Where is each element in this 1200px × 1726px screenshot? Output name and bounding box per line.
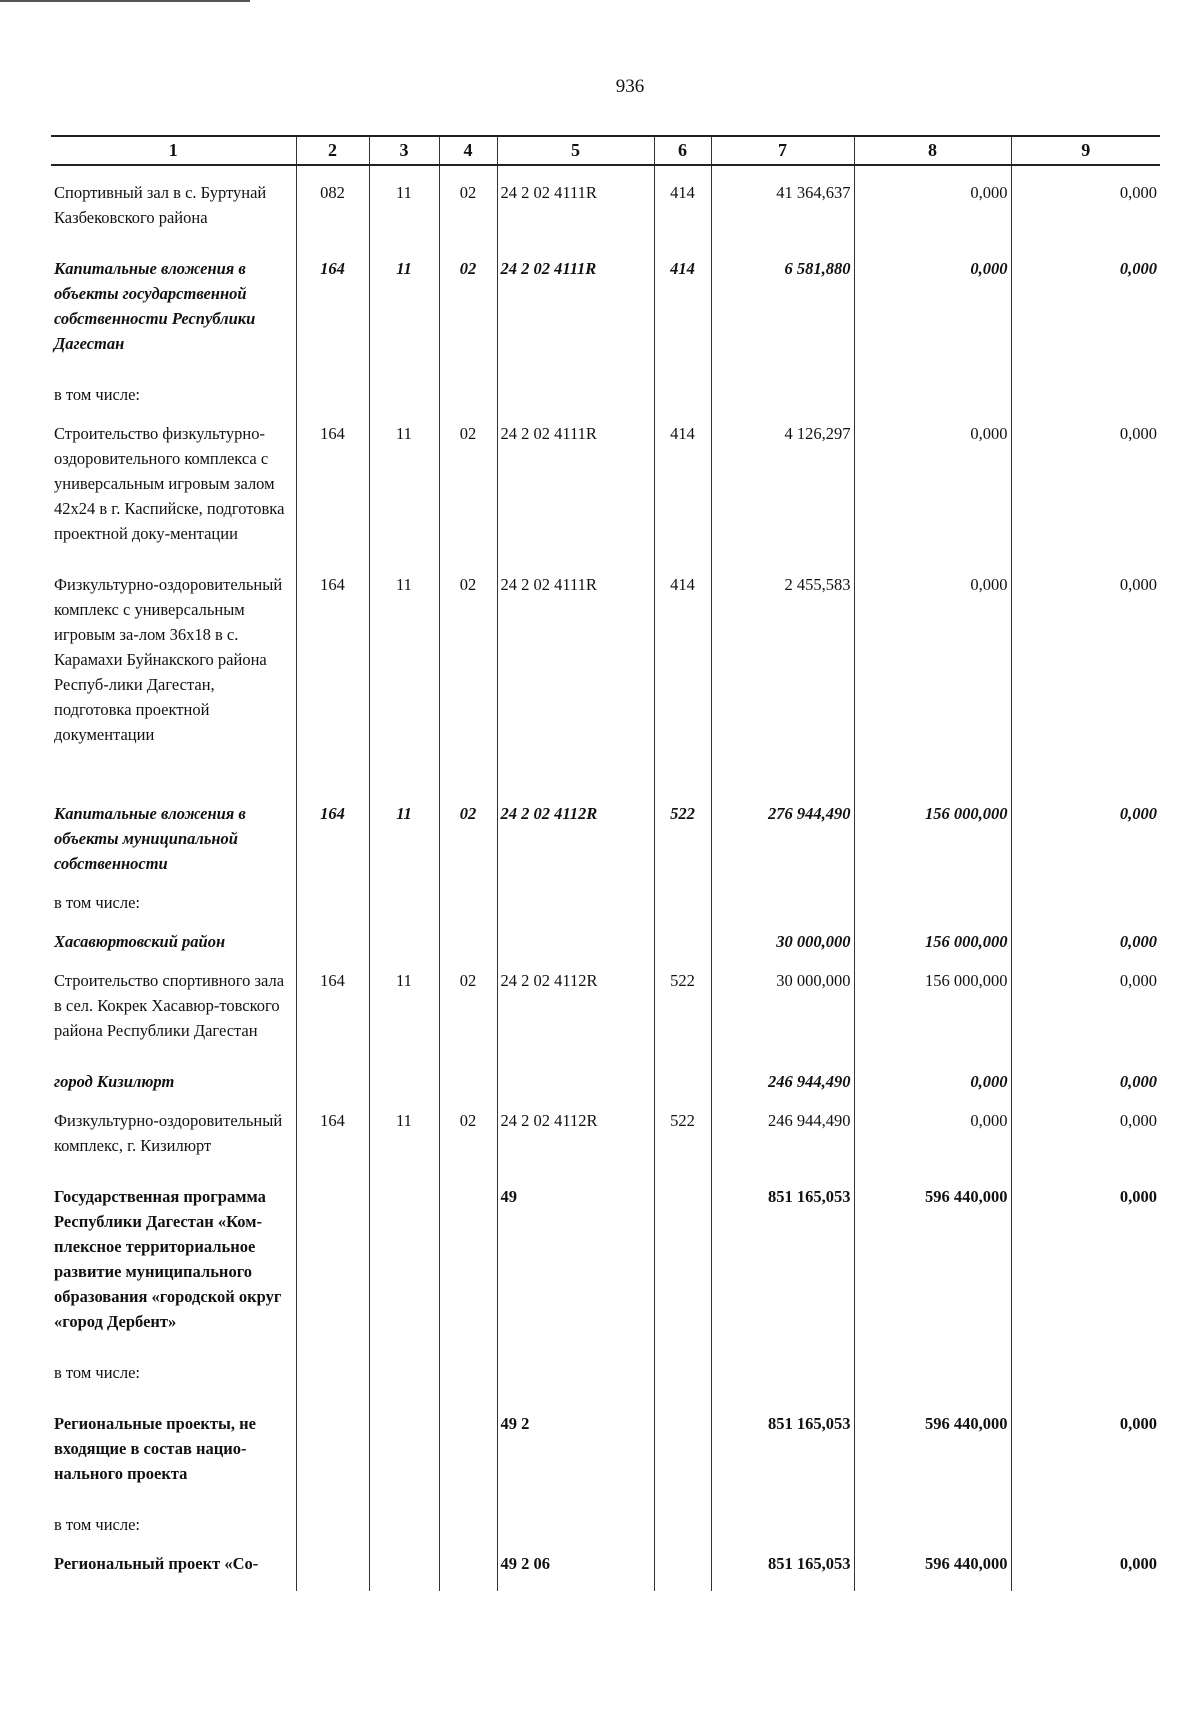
table-row [51,1170,1160,1346]
cell-expense-type [654,1397,711,1498]
row-name: Строительство спортивного зала в сел. Кокрек Хасавюр-товского района Республики Дагестан [51,954,296,1055]
cell-section [369,1397,439,1498]
cell-target-article: 24 2 02 4111R [497,558,654,787]
cell-subsection: 02 [439,787,497,876]
cell-amount-9 [1011,1498,1160,1537]
cell-subsection: 02 [439,407,497,558]
table-row [51,242,1160,368]
column-header: 1 [51,136,296,165]
cell-subsection [439,1498,497,1537]
cell-amount-total: 41 364,637 [711,165,854,242]
cell-ministry-code: 164 [296,242,369,368]
cell-ministry-code: 164 [296,787,369,876]
cell-amount-9: 0,000 [1011,1537,1160,1591]
cell-amount-8: 0,000 [854,407,1011,558]
cell-target-article: 49 2 06 [497,1537,654,1591]
column-header: 8 [854,136,1011,165]
cell-amount-8: 0,000 [854,1055,1011,1094]
cell-subsection: 02 [439,954,497,1055]
table-row [51,915,1160,954]
cell-section [369,1055,439,1094]
row-name: Физкультурно-оздоровительный комплекс, г. Кизилюрт [51,1094,296,1170]
cell-expense-type: 522 [654,954,711,1055]
cell-amount-total: 851 165,053 [711,1170,854,1346]
cell-amount-total [711,1498,854,1537]
cell-target-article: 24 2 02 4111R [497,165,654,242]
cell-target-article [497,368,654,407]
cell-section [369,1498,439,1537]
cell-target-article [497,876,654,915]
cell-amount-8: 156 000,000 [854,787,1011,876]
table-row [51,407,1160,558]
cell-expense-type [654,1346,711,1397]
cell-target-article [497,1346,654,1397]
cell-subsection [439,915,497,954]
cell-target-article: 24 2 02 4111R [497,242,654,368]
column-header: 6 [654,136,711,165]
cell-subsection [439,1055,497,1094]
cell-amount-total [711,368,854,407]
row-name: в том числе: [51,1346,296,1397]
row-name: Физкультурно-оздоровительный комплекс с универсальным игровым за-лом 36х18 в с. Карамахи Буйнакского района Респуб-лики Дагестан, подготовка проектной документации [51,558,296,787]
cell-subsection: 02 [439,165,497,242]
cell-target-article: 24 2 02 4112R [497,1094,654,1170]
table-row [51,1346,1160,1397]
cell-amount-9: 0,000 [1011,1055,1160,1094]
cell-expense-type [654,1498,711,1537]
cell-amount-8: 0,000 [854,165,1011,242]
cell-ministry-code [296,1055,369,1094]
cell-amount-9: 0,000 [1011,407,1160,558]
cell-amount-8 [854,1346,1011,1397]
cell-amount-total: 30 000,000 [711,954,854,1055]
table-row [51,787,1160,876]
cell-expense-type: 414 [654,558,711,787]
cell-expense-type: 414 [654,242,711,368]
row-name: Хасавюртовский район [51,915,296,954]
column-header: 4 [439,136,497,165]
cell-section [369,1537,439,1591]
cell-amount-total: 246 944,490 [711,1094,854,1170]
cell-ministry-code: 164 [296,558,369,787]
table-row [51,558,1160,787]
cell-amount-8: 0,000 [854,558,1011,787]
cell-section [369,876,439,915]
cell-amount-8 [854,876,1011,915]
cell-expense-type: 414 [654,407,711,558]
cell-amount-9: 0,000 [1011,1094,1160,1170]
table-row [51,1397,1160,1498]
cell-ministry-code [296,915,369,954]
cell-amount-8: 596 440,000 [854,1170,1011,1346]
cell-ministry-code: 164 [296,407,369,558]
cell-section [369,368,439,407]
cell-amount-9: 0,000 [1011,165,1160,242]
cell-amount-8: 596 440,000 [854,1397,1011,1498]
cell-target-article: 49 2 [497,1397,654,1498]
cell-target-article [497,1498,654,1537]
cell-expense-type [654,368,711,407]
cell-section: 11 [369,242,439,368]
cell-subsection [439,1537,497,1591]
table-row [51,1094,1160,1170]
cell-amount-8 [854,368,1011,407]
row-name: Капитальные вложения в объекты муниципальной собственности [51,787,296,876]
table-row [51,954,1160,1055]
cell-amount-9: 0,000 [1011,954,1160,1055]
cell-target-article [497,915,654,954]
cell-amount-total: 246 944,490 [711,1055,854,1094]
cell-target-article: 49 [497,1170,654,1346]
cell-amount-9: 0,000 [1011,915,1160,954]
table-row [51,1055,1160,1094]
cell-expense-type: 522 [654,1094,711,1170]
cell-target-article [497,1055,654,1094]
cell-ministry-code [296,876,369,915]
row-name: город Кизилюрт [51,1055,296,1094]
cell-section: 11 [369,165,439,242]
cell-target-article: 24 2 02 4112R [497,787,654,876]
column-header: 2 [296,136,369,165]
cell-expense-type: 522 [654,787,711,876]
cell-expense-type [654,1055,711,1094]
cell-amount-total: 30 000,000 [711,915,854,954]
cell-expense-type [654,1537,711,1591]
cell-ministry-code: 164 [296,954,369,1055]
cell-ministry-code [296,1346,369,1397]
cell-section: 11 [369,558,439,787]
cell-ministry-code: 164 [296,1094,369,1170]
cell-section [369,1170,439,1346]
cell-amount-total: 2 455,583 [711,558,854,787]
row-name: Региональные проекты, не входящие в состав нацио-нального проекта [51,1397,296,1498]
cell-amount-8: 156 000,000 [854,915,1011,954]
cell-section: 11 [369,954,439,1055]
cell-amount-9 [1011,1346,1160,1397]
cell-subsection [439,1397,497,1498]
cell-amount-9: 0,000 [1011,558,1160,787]
row-name: Капитальные вложения в объекты государственной собственности Республики Дагестан [51,242,296,368]
cell-subsection: 02 [439,558,497,787]
cell-amount-total: 4 126,297 [711,407,854,558]
cell-amount-9 [1011,876,1160,915]
cell-section: 11 [369,407,439,558]
cell-subsection [439,876,497,915]
scan-border-line [0,0,250,2]
table-row [51,1498,1160,1537]
cell-subsection [439,368,497,407]
page-number: 936 [615,76,645,97]
cell-ministry-code: 082 [296,165,369,242]
cell-amount-8: 0,000 [854,242,1011,368]
cell-section [369,915,439,954]
budget-table [51,135,1160,1591]
row-name: Спортивный зал в с. Буртунай Казбековского района [51,165,296,242]
row-name: в том числе: [51,876,296,915]
cell-amount-8: 156 000,000 [854,954,1011,1055]
cell-amount-9: 0,000 [1011,1397,1160,1498]
column-header: 9 [1011,136,1160,165]
column-header: 3 [369,136,439,165]
row-name: Региональный проект «Со- [51,1537,296,1591]
cell-ministry-code [296,368,369,407]
cell-expense-type [654,915,711,954]
cell-target-article: 24 2 02 4111R [497,407,654,558]
cell-amount-total: 851 165,053 [711,1537,854,1591]
cell-section: 11 [369,787,439,876]
row-name: Строительство физкультурно-оздоровительного комплекса с универсальным игровым залом 42х24 в г. Каспийске, подготовка проектной доку-ментации [51,407,296,558]
cell-ministry-code [296,1537,369,1591]
cell-section [369,1346,439,1397]
cell-amount-total: 6 581,880 [711,242,854,368]
cell-amount-8 [854,1498,1011,1537]
table-header-row [51,136,1160,165]
row-name: в том числе: [51,1498,296,1537]
column-header: 5 [497,136,654,165]
cell-section: 11 [369,1094,439,1170]
cell-target-article: 24 2 02 4112R [497,954,654,1055]
row-name: в том числе: [51,368,296,407]
cell-amount-9: 0,000 [1011,787,1160,876]
cell-ministry-code [296,1170,369,1346]
cell-ministry-code [296,1397,369,1498]
cell-ministry-code [296,1498,369,1537]
cell-amount-total [711,1346,854,1397]
cell-amount-9: 0,000 [1011,1170,1160,1346]
cell-expense-type: 414 [654,165,711,242]
table-row [51,876,1160,915]
cell-amount-total: 851 165,053 [711,1397,854,1498]
cell-amount-total: 276 944,490 [711,787,854,876]
cell-subsection [439,1346,497,1397]
cell-amount-8: 0,000 [854,1094,1011,1170]
cell-amount-8: 596 440,000 [854,1537,1011,1591]
cell-expense-type [654,1170,711,1346]
cell-subsection [439,1170,497,1346]
cell-amount-9: 0,000 [1011,242,1160,368]
table-row [51,368,1160,407]
cell-amount-total [711,876,854,915]
cell-amount-9 [1011,368,1160,407]
cell-expense-type [654,876,711,915]
table-row [51,165,1160,242]
table-row [51,1537,1160,1591]
cell-subsection: 02 [439,242,497,368]
cell-subsection: 02 [439,1094,497,1170]
column-header: 7 [711,136,854,165]
row-name: Государственная программа Республики Дагестан «Ком-плексное территориальное развитие муниципального образования «городской округ «город Дербент» [51,1170,296,1346]
